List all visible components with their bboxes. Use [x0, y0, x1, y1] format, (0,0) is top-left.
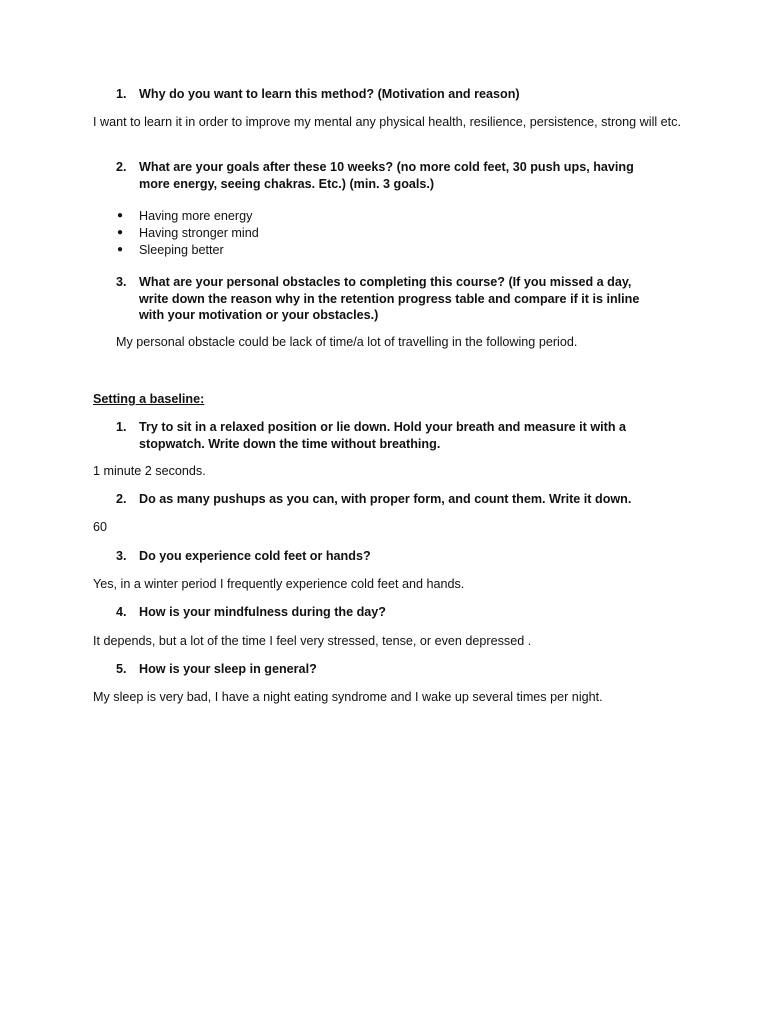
question-number: 5. [116, 662, 127, 676]
baseline-answer-5: My sleep is very bad, I have a night eating syndrome and I wake up several times per night. [93, 690, 603, 704]
answer-3: My personal obstacle could be lack of time/a lot of travelling in the following period. [116, 335, 578, 349]
question-1 [116, 86, 656, 103]
question-text: How is your sleep in general? [139, 662, 317, 676]
goal-text: Sleeping better [139, 243, 224, 257]
question-text: Do you experience cold feet or hands? [139, 549, 371, 563]
list-item [116, 225, 259, 242]
bullet-icon: ● [117, 227, 124, 238]
question-text: Try to sit in a relaxed position or lie down. Hold your breath and measure it with a stopwatch. Write down the time without breathing. [139, 420, 627, 451]
question-number: 3. [116, 275, 127, 289]
bullet-icon: ● [117, 244, 124, 255]
question-2 [116, 159, 648, 192]
goals-list [116, 208, 259, 259]
question-text: Do as many pushups as you can, with proper form, and count them. Write it down. [139, 492, 632, 506]
baseline-answer-3: Yes, in a winter period I frequently experience cold feet and hands. [93, 577, 465, 591]
baseline-answer-2: 60 [93, 520, 108, 534]
goal-text: Having more energy [139, 209, 253, 223]
baseline-answer-1: 1 minute 2 seconds. [93, 464, 206, 478]
question-number: 1. [116, 420, 127, 434]
question-number: 4. [116, 605, 127, 619]
goal-text: Having stronger mind [139, 226, 259, 240]
question-text: What are your goals after these 10 weeks? (no more cold feet, 30 push ups, having more energy, seeing chakras. Etc.) (min. 3 goals.) [139, 160, 634, 191]
section-title: Setting a baseline: [93, 392, 205, 406]
baseline-question-1 [116, 419, 656, 452]
question-number: 1. [116, 87, 127, 101]
baseline-question-2 [116, 491, 656, 508]
question-3 [116, 274, 646, 324]
list-item [116, 242, 259, 259]
list-item [116, 208, 259, 225]
question-text: Why do you want to learn this method? (Motivation and reason) [139, 87, 520, 101]
question-number: 2. [116, 160, 127, 174]
bullet-icon: ● [117, 210, 124, 221]
baseline-question-5 [116, 661, 656, 678]
baseline-question-3 [116, 548, 656, 565]
question-text: What are your personal obstacles to completing this course? (If you missed a day, write down the reason why in the retention progress table and compare if it is inline with your motivation or your obstacles.) [139, 275, 640, 322]
question-number: 2. [116, 492, 127, 506]
answer-1: I want to learn it in order to improve my mental any physical health, resilience, persistence, strong will etc. [93, 115, 681, 129]
question-text: How is your mindfulness during the day? [139, 605, 386, 619]
baseline-question-4 [116, 604, 656, 621]
baseline-answer-4: It depends, but a lot of the time I feel very stressed, tense, or even depressed . [93, 634, 532, 648]
question-number: 3. [116, 549, 127, 563]
